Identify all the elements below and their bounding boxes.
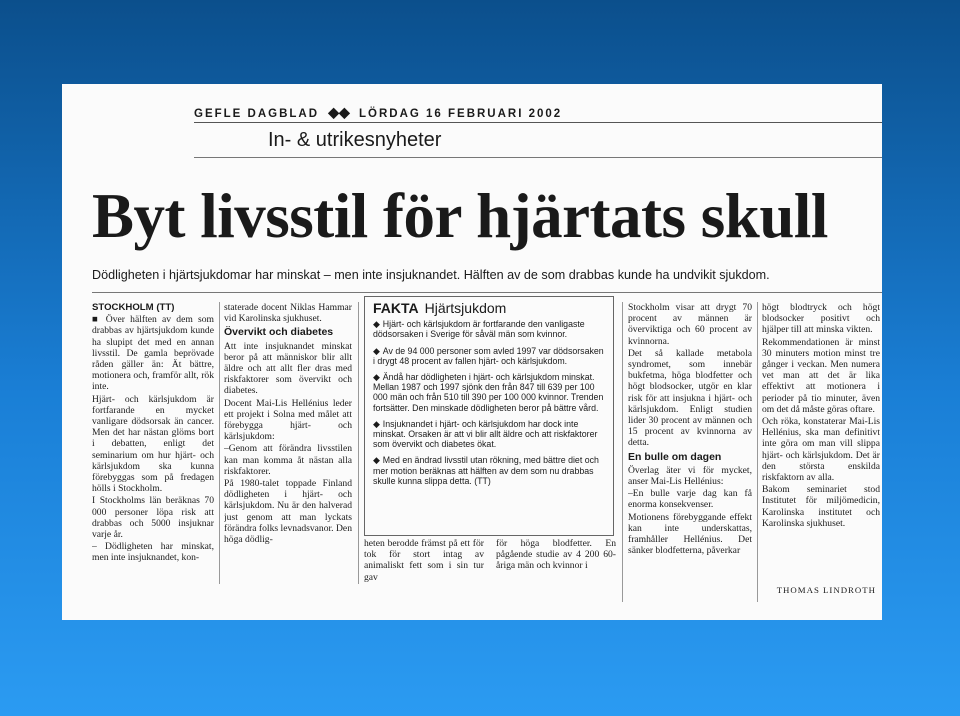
article-paragraph: Det så kallade metabola syndromet, som innebär bukfetma, höga blodfetter och högt blodsocker, utgör en klar risk för att insjukna i hjärt- och kärlsjukdom. Enligt studien lider 30 procent av männen och 15 procent av kvinnorna av detta. <box>628 347 752 449</box>
headline: Byt livsstil för hjärtats skull <box>92 181 828 251</box>
section-title: In- & utrikesnyheter <box>268 129 442 151</box>
article-column-3 <box>628 302 752 602</box>
byline: STOCKHOLM (TT) <box>92 302 175 313</box>
article-paragraph: Rekommendationen är minst 30 minuters motion minst tre gånger i veckan. Men numera vet man att det är lika effektivt att motionera i perioder på tio minuter, även om det då måste göras oftare. <box>762 336 880 415</box>
article-paragraph: Hjärt- och kärlsjukdom är fortfarande en mycket vanligare dödsorsak än cancer. Men det har nästan glöms bort i debatten, enligt det seminarium om hur hjärt- och kärlsjukdom ska kunna förebyggas som på fredagen hölls i Stockholm. <box>92 393 214 495</box>
masthead-rule <box>194 122 882 123</box>
fakta-item: ◆ Med en ändrad livsstil utan rökning, med bättre diet och mer motion beräknas att hälften av dem som nu drabbas skulle kunna slippa detta. (TT) <box>373 455 599 486</box>
deck-rule <box>92 292 882 293</box>
masthead-diamond-icon: ◆◆ <box>328 104 350 120</box>
diamond-bullet-icon: ◆ <box>373 319 380 330</box>
article-column-4 <box>762 302 880 602</box>
masthead-date: LÖRDAG 16 FEBRUARI 2002 <box>358 108 563 120</box>
diamond-bullet-icon: ◆ <box>373 372 380 383</box>
section-rule <box>194 157 882 158</box>
article-paragraph: Att inte insjuknandet minskat beror på att människor blir allt äldre och att allt fler dras med riskfaktorer som övervikt och diabetes. <box>224 340 352 397</box>
diamond-bullet-icon: ◆ <box>373 455 380 466</box>
fakta-label: FAKTA <box>373 300 419 316</box>
article-paragraph: Överlag äter vi för mycket, anser Mai-Lis Hellénius: <box>628 464 752 488</box>
article-lower-left: heten berodde främst på ett för tok för stort intag av animaliskt fett som i sin tur gav <box>364 538 484 583</box>
article-paragraph: –Genom att förändra livsstilen kan man komma åt nästan alla riskfaktorer. <box>224 443 352 477</box>
fakta-item: ◆ Insjuknandet i hjärt- och kärlsjukdom har dock inte minskat. Orsaken är att vi blir allt äldre och att riskfaktorer som övervikt och diabetes ökat. <box>373 418 598 450</box>
masthead <box>194 104 882 121</box>
article-paragraph: Motionens förebyggande effekt kan inte underskattas, framhåller Hellénius. Det sänker blodfetterna, påverkar <box>628 511 752 557</box>
article-paragraph: Stockholm visar att drygt 70 procent av männen är överviktiga och 60 procent av kvinnorna. <box>628 302 752 347</box>
column-divider <box>757 302 758 602</box>
author-signature: THOMAS LINDROTH <box>776 584 876 595</box>
article-column-1 <box>92 302 214 584</box>
diamond-bullet-icon: ◆ <box>373 345 380 356</box>
article-paragraph: På 1980-talet toppade Finland dödligheten i hjärt- och kärlsjukdom. Nu är den halverad just genom att man lyckats förändra folks levnadsvanor. Den höga dödlig- <box>224 478 352 546</box>
column-divider <box>622 302 623 602</box>
article-paragraph: Bakom seminariet stod Institutet för miljömedicin, Karolinska institutet och Karolinska sjukhuset. <box>762 484 880 529</box>
article-paragraph: ■ Över hälften av dem som drabbas av hjärtsjukdom kunde ha slupipt det med en annan livsstil. De gamla beprövade råden gäller än: Ät bättre, motionera och, framför allt, rök inte. <box>92 314 214 393</box>
fakta-item: ◆ Hjärt- och kärlsjukdom är fortfarande den vanligaste dödsorsaken i Sverige för såväl män som kvinnor. <box>373 319 585 340</box>
article-column-2 <box>224 302 352 584</box>
fakta-item: ◆ Ändå har dödligheten i hjärt- och kärlsjukdom minskat. Mellan 1987 och 1997 sjönk den från 847 till 639 per 100 000 män och från 510 till 390 per 100 000 kvinnor. Trenden fortsätter. Den minskade dödligheten beror på bättre vård. <box>373 372 604 413</box>
column-divider <box>358 302 359 584</box>
subheading: En bulle om dagen <box>628 450 722 463</box>
diamond-bullet-icon: ◆ <box>373 418 380 429</box>
fakta-item: ◆ Av de 94 000 personer som avled 1997 var dödsorsaken i drygt 48 procent av fallen hjärt- och kärlsjukdom. <box>373 345 604 366</box>
article-paragraph: I Stockholms län beräknas 70 000 personer löpa risk att drabbas och 5000 insjuknar varje år. <box>92 495 214 541</box>
subheading: Övervikt och diabetes <box>224 326 334 339</box>
article-lower-right: för höga blodfetter. En pågående studie av 4 200 60-åriga män och kvinnor i <box>496 538 616 572</box>
article-paragraph: – Dödligheten har minskat, men inte insjuknandet, kon- <box>92 541 214 564</box>
article-paragraph: Och röka, konstaterar Mai-Lis Hellénius, ska man definitivt inte göra om man vill slippa hjärt- och kärlsjukdom. Det är den största enskilda riskfaktorn av alla. <box>762 416 880 484</box>
fakta-header <box>373 300 605 316</box>
deck: Dödligheten i hjärtsjukdomar har minskat – men inte insjuknandet. Hälften av de som drabbas kunde ha undvikit sjukdom. <box>92 268 770 282</box>
article-paragraph: Docent Mai-Lis Hellénius leder ett projekt i Solna med målet att förebygga hjärt- och kärlsjukdom: <box>224 397 352 443</box>
fakta-box <box>364 296 614 536</box>
newspaper-clipping <box>62 84 882 620</box>
masthead-paper: GEFLE DAGBLAD <box>194 108 320 120</box>
article-paragraph: staterade docent Niklas Hammar vid Karolinska sjukhuset. <box>224 302 352 325</box>
column-divider <box>219 302 220 584</box>
article-paragraph: –En bulle varje dag kan få enorma konsekvenser. <box>628 488 752 511</box>
article-paragraph: högt blodtryck och högt blodsocker positivt och hjälper till att minska vikten. <box>762 302 880 336</box>
fakta-title: Hjärtsjukdom <box>424 300 507 316</box>
